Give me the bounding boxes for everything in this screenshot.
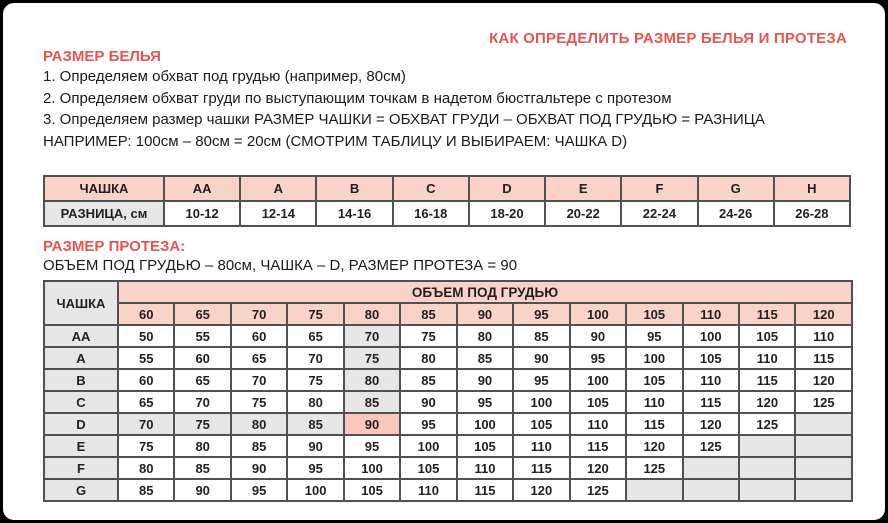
prosthesis-size-cell: 85 — [174, 457, 230, 479]
prosthesis-size-cell: 115 — [683, 391, 739, 413]
prosthesis-size-cell: 80 — [457, 325, 513, 347]
cup-row-label: C — [44, 391, 118, 413]
prosthesis-size-cell: 90 — [287, 435, 343, 457]
difference-value-cell: 12-14 — [240, 201, 316, 226]
cup-header-cell: G — [698, 176, 774, 201]
prosthesis-size-cell: 80 — [287, 391, 343, 413]
prosthesis-size-cell: 95 — [400, 413, 456, 435]
prosthesis-size-cell: 100 — [626, 347, 682, 369]
prosthesis-size-cell: 120 — [626, 435, 682, 457]
prosthesis-size-cell: 90 — [570, 325, 626, 347]
prosthesis-size-cell: 90 — [231, 457, 287, 479]
prosthesis-size-cell: 65 — [287, 325, 343, 347]
instruction-step: НАПРИМЕР: 100см – 80см = 20см (СМОТРИМ ТАБЛИЦУ И ВЫБИРАЕМ: ЧАШКА D) — [43, 132, 628, 150]
prosthesis-size-cell: 95 — [287, 457, 343, 479]
empty-cell — [739, 479, 795, 501]
prosthesis-size-cell: 65 — [118, 391, 174, 413]
prosthesis-size-cell: 105 — [400, 457, 456, 479]
cup-row-label: E — [44, 435, 118, 457]
prosthesis-size-cell: 110 — [457, 457, 513, 479]
prosthesis-size-cell: 90 — [400, 391, 456, 413]
band-size-header-cell: 90 — [457, 303, 513, 325]
prosthesis-size-cell: 95 — [626, 325, 682, 347]
band-size-header-cell: 75 — [287, 303, 343, 325]
trace-highlight-cell: 75 — [344, 347, 400, 369]
prosthesis-size-cell: 75 — [287, 369, 343, 391]
prosthesis-size-cell: 120 — [739, 391, 795, 413]
cup-header-cell: A — [240, 176, 316, 201]
prosthesis-size-cell: 70 — [174, 391, 230, 413]
prosthesis-size-cell: 55 — [118, 347, 174, 369]
prosthesis-size-cell: 95 — [231, 479, 287, 501]
trace-highlight-cell: 70 — [344, 325, 400, 347]
instruction-step: 3. Определяем размер чашки РАЗМЕР ЧАШКИ = ОБХВАТ ГРУДИ – ОБХВАТ ПОД ГРУДЬЮ = РАЗНИЦА — [43, 111, 765, 128]
prosthesis-size-cell: 100 — [513, 391, 569, 413]
instruction-step: 2. Определяем обхват груди по выступающим точкам в надетом бюстгальтере с протезом — [43, 89, 672, 107]
prosthesis-size-cell: 75 — [118, 435, 174, 457]
empty-cell — [739, 457, 795, 479]
prosthesis-size-cell: 70 — [287, 347, 343, 369]
prosthesis-size-cell: 90 — [513, 347, 569, 369]
prosthesis-size-cell: 50 — [118, 325, 174, 347]
cup-header-cell: B — [316, 176, 392, 201]
prosthesis-size-cell: 105 — [344, 479, 400, 501]
prosthesis-section-title: РАЗМЕР ПРОТЕЗА: — [43, 238, 186, 255]
instruction-steps — [43, 66, 765, 152]
trace-highlight-cell: 80 — [344, 369, 400, 391]
cup-header-cell: AA — [164, 176, 240, 201]
band-size-group-header: ОБЪЕМ ПОД ГРУДЬЮ — [118, 281, 852, 303]
page-title: КАК ОПРЕДЕЛИТЬ РАЗМЕР БЕЛЬЯ И ПРОТЕЗА — [489, 30, 847, 47]
trace-highlight-cell: 75 — [174, 413, 230, 435]
cup-table-corner-header: ЧАШКА — [44, 176, 164, 201]
band-size-header-cell: 95 — [513, 303, 569, 325]
prosthesis-size-cell: 100 — [400, 435, 456, 457]
prosthesis-size-cell: 75 — [231, 391, 287, 413]
empty-cell — [626, 479, 682, 501]
lingerie-section-title: РАЗМЕР БЕЛЬЯ — [43, 48, 161, 65]
prosthesis-size-cell: 125 — [570, 479, 626, 501]
cup-row-label: A — [44, 347, 118, 369]
band-size-header-cell: 65 — [174, 303, 230, 325]
prosthesis-size-cell: 115 — [795, 347, 852, 369]
prosthesis-size-cell: 125 — [795, 391, 852, 413]
prosthesis-size-cell: 115 — [626, 413, 682, 435]
prosthesis-size-cell: 120 — [795, 369, 852, 391]
difference-value-cell: 16-18 — [393, 201, 469, 226]
band-size-header-cell: 60 — [118, 303, 174, 325]
cup-row-label: AA — [44, 325, 118, 347]
prosthesis-size-cell: 95 — [344, 435, 400, 457]
prosthesis-size-cell: 95 — [513, 369, 569, 391]
prosthesis-size-cell: 110 — [683, 369, 739, 391]
prosthesis-size-cell: 80 — [118, 457, 174, 479]
band-size-header-cell: 115 — [739, 303, 795, 325]
prosthesis-size-cell: 110 — [570, 413, 626, 435]
difference-value-cell: 24-26 — [698, 201, 774, 226]
prosthesis-table-row — [44, 457, 852, 479]
prosthesis-table-row — [44, 413, 852, 435]
difference-value-cell: 10-12 — [164, 201, 240, 226]
prosthesis-size-cell: 110 — [739, 347, 795, 369]
difference-row-label: РАЗНИЦА, см — [44, 201, 164, 226]
cup-header-cell: C — [393, 176, 469, 201]
prosthesis-table-row — [44, 479, 852, 501]
prosthesis-size-cell: 125 — [739, 413, 795, 435]
prosthesis-size-cell: 55 — [174, 325, 230, 347]
cup-row-label: G — [44, 479, 118, 501]
band-size-header-cell: 105 — [626, 303, 682, 325]
prosthesis-size-cell: 125 — [626, 457, 682, 479]
cup-header-cell: H — [774, 176, 850, 201]
prosthesis-size-cell: 105 — [626, 369, 682, 391]
prosthesis-size-cell: 60 — [118, 369, 174, 391]
prosthesis-size-cell: 105 — [457, 435, 513, 457]
band-size-header-cell: 70 — [231, 303, 287, 325]
prosthesis-size-cell: 80 — [174, 435, 230, 457]
prosthesis-size-cell: 110 — [626, 391, 682, 413]
prosthesis-size-cell: 115 — [739, 369, 795, 391]
prosthesis-size-cell: 100 — [457, 413, 513, 435]
prosthesis-size-cell: 100 — [287, 479, 343, 501]
prosthesis-size-table — [43, 280, 853, 502]
prosthesis-size-cell: 100 — [344, 457, 400, 479]
trace-highlight-cell: 70 — [118, 413, 174, 435]
prosthesis-size-cell: 110 — [400, 479, 456, 501]
prosthesis-size-cell: 85 — [118, 479, 174, 501]
prosthesis-size-cell: 110 — [513, 435, 569, 457]
prosthesis-size-cell: 80 — [400, 347, 456, 369]
prosthesis-size-cell: 120 — [570, 457, 626, 479]
prosthesis-size-cell: 105 — [739, 325, 795, 347]
cup-row-label: F — [44, 457, 118, 479]
prosthesis-example-line: ОБЪЕМ ПОД ГРУДЬЮ – 80см, ЧАШКА – D, РАЗМЕР ПРОТЕЗА = 90 — [43, 257, 518, 274]
prosthesis-size-cell: 120 — [683, 413, 739, 435]
prosthesis-size-cell: 60 — [231, 325, 287, 347]
cup-header-cell: E — [545, 176, 621, 201]
prosthesis-size-cell: 75 — [400, 325, 456, 347]
instruction-step: 1. Определяем обхват под грудью (например, 80см) — [43, 68, 406, 85]
empty-cell — [795, 457, 852, 479]
trace-highlight-cell: 80 — [231, 413, 287, 435]
difference-value-cell: 20-22 — [545, 201, 621, 226]
prosthesis-size-cell: 115 — [457, 479, 513, 501]
band-size-header-cell: 120 — [795, 303, 852, 325]
prosthesis-size-cell: 60 — [174, 347, 230, 369]
cup-row-label: B — [44, 369, 118, 391]
prosthesis-size-cell: 65 — [231, 347, 287, 369]
cup-size-table — [43, 175, 851, 227]
prosthesis-size-cell: 90 — [174, 479, 230, 501]
cup-row-label: D — [44, 413, 118, 435]
prosthesis-table-row — [44, 391, 852, 413]
empty-cell — [739, 435, 795, 457]
cup-header-cell: F — [621, 176, 697, 201]
trace-highlight-cell: 85 — [287, 413, 343, 435]
difference-value-cell: 18-20 — [469, 201, 545, 226]
band-size-header-cell: 85 — [400, 303, 456, 325]
prosthesis-table-row — [44, 325, 852, 347]
prosthesis-size-cell: 100 — [683, 325, 739, 347]
prosthesis-table-row — [44, 347, 852, 369]
prosthesis-size-cell: 85 — [457, 347, 513, 369]
prosthesis-table-row — [44, 435, 852, 457]
prosthesis-size-cell: 90 — [457, 369, 513, 391]
result-size-cell: 90 — [344, 413, 400, 435]
empty-cell — [795, 435, 852, 457]
difference-value-cell: 26-28 — [774, 201, 850, 226]
prosthesis-size-cell: 110 — [795, 325, 852, 347]
difference-value-cell: 22-24 — [621, 201, 697, 226]
prosthesis-size-cell: 105 — [570, 391, 626, 413]
empty-cell — [795, 413, 852, 435]
prosthesis-size-cell: 85 — [513, 325, 569, 347]
difference-value-cell: 14-16 — [316, 201, 392, 226]
prosthesis-size-cell: 65 — [174, 369, 230, 391]
trace-highlight-cell: 85 — [344, 391, 400, 413]
prosthesis-size-cell: 85 — [400, 369, 456, 391]
prosthesis-size-cell: 70 — [231, 369, 287, 391]
band-size-header-cell: 80 — [344, 303, 400, 325]
prosthesis-table-corner-header: ЧАШКА — [44, 281, 118, 325]
prosthesis-size-cell: 125 — [683, 435, 739, 457]
empty-cell — [683, 457, 739, 479]
prosthesis-size-cell: 115 — [513, 457, 569, 479]
prosthesis-size-cell: 95 — [457, 391, 513, 413]
empty-cell — [683, 479, 739, 501]
band-size-header-cell: 100 — [570, 303, 626, 325]
prosthesis-size-cell: 100 — [570, 369, 626, 391]
cup-header-cell: D — [469, 176, 545, 201]
prosthesis-size-cell: 105 — [513, 413, 569, 435]
prosthesis-size-cell: 115 — [570, 435, 626, 457]
prosthesis-size-cell: 120 — [513, 479, 569, 501]
prosthesis-size-cell: 105 — [683, 347, 739, 369]
empty-cell — [795, 479, 852, 501]
prosthesis-size-cell: 95 — [570, 347, 626, 369]
prosthesis-size-cell: 85 — [231, 435, 287, 457]
band-size-header-cell: 110 — [683, 303, 739, 325]
prosthesis-table-row — [44, 369, 852, 391]
